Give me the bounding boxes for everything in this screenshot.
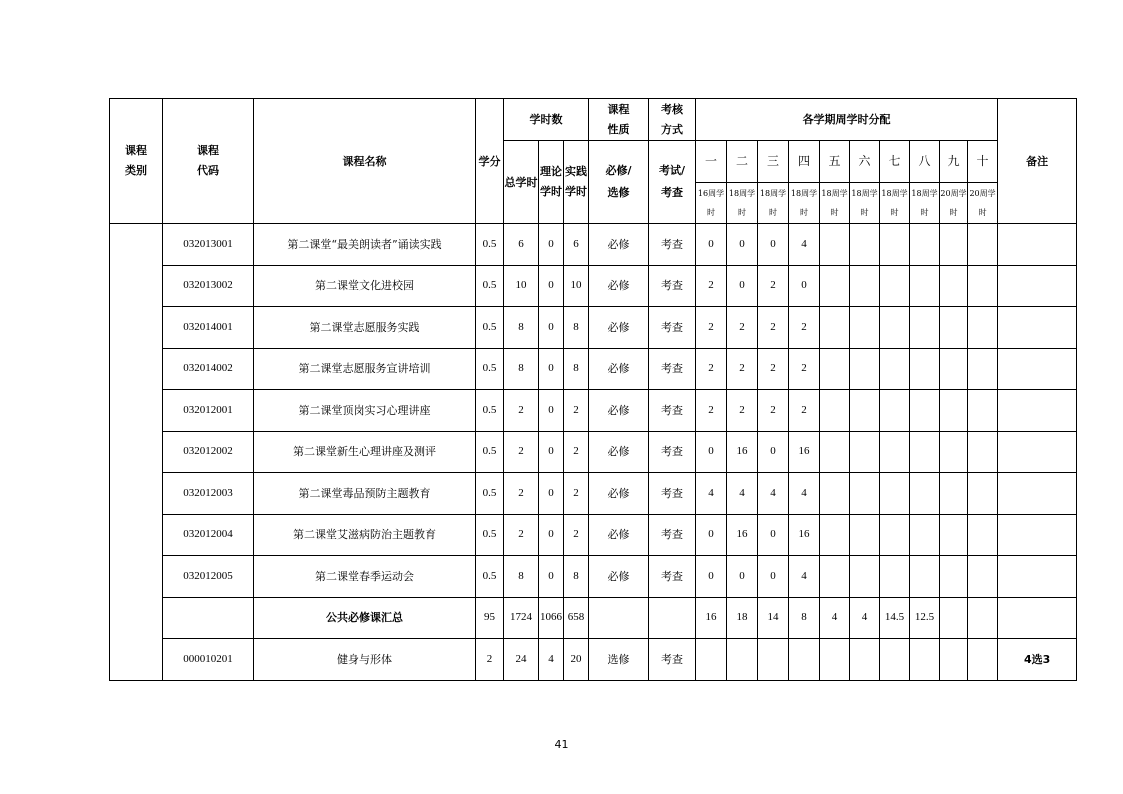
semester-hours-5	[820, 473, 850, 515]
semester-hours-5	[820, 307, 850, 349]
table-row	[110, 431, 1077, 473]
course-nature: 选修	[589, 639, 649, 681]
exam-type: 考查	[649, 307, 696, 349]
semester-hours-1: 2	[696, 348, 727, 390]
header-weeks-6: 18周学时	[850, 183, 880, 224]
course-code: 032012003	[163, 473, 254, 515]
semester-hours-5	[820, 431, 850, 473]
semester-hours-8	[910, 639, 940, 681]
header-semester-4: 四	[789, 141, 820, 183]
semester-hours-9	[940, 597, 968, 639]
semester-hours-9	[940, 307, 968, 349]
semester-hours-7	[880, 224, 910, 266]
table-row	[110, 639, 1077, 681]
exam-type: 考查	[649, 639, 696, 681]
semester-hours-9	[940, 639, 968, 681]
course-name: 健身与形体	[254, 639, 476, 681]
header-exam-top: 考核 方式	[649, 99, 696, 141]
semester-hours-7	[880, 265, 910, 307]
remark-cell: 4选3	[998, 639, 1077, 681]
semester-hours-5	[820, 265, 850, 307]
header-semester-1: 一	[696, 141, 727, 183]
semester-hours-1: 2	[696, 390, 727, 432]
hours-theory: 1066	[539, 597, 564, 639]
semester-hours-2: 2	[727, 348, 758, 390]
header-nature-bottom: 必修/ 选修	[589, 141, 649, 224]
hours-theory: 4	[539, 639, 564, 681]
course-table	[109, 98, 1077, 681]
course-nature	[589, 597, 649, 639]
course-credit: 0.5	[476, 431, 504, 473]
semester-hours-3: 14	[758, 597, 789, 639]
course-code: 032013002	[163, 265, 254, 307]
semester-hours-8	[910, 514, 940, 556]
semester-hours-6	[850, 265, 880, 307]
header-semester-10: 十	[968, 141, 998, 183]
course-nature: 必修	[589, 348, 649, 390]
semester-hours-10	[968, 307, 998, 349]
course-credit: 0.5	[476, 307, 504, 349]
semester-hours-10	[968, 390, 998, 432]
semester-hours-10	[968, 265, 998, 307]
table-row	[110, 556, 1077, 598]
semester-hours-9	[940, 224, 968, 266]
remark-cell	[998, 431, 1077, 473]
semester-hours-9	[940, 473, 968, 515]
hours-practice: 2	[564, 514, 589, 556]
semester-hours-4: 4	[789, 473, 820, 515]
remark-cell	[998, 348, 1077, 390]
hours-theory: 0	[539, 224, 564, 266]
page-number: 41	[554, 738, 569, 751]
course-nature: 必修	[589, 224, 649, 266]
semester-hours-3: 0	[758, 431, 789, 473]
category-cell	[110, 224, 163, 681]
header-semester-6: 六	[850, 141, 880, 183]
remark-cell	[998, 597, 1077, 639]
semester-hours-5	[820, 556, 850, 598]
semester-hours-4: 4	[789, 556, 820, 598]
semester-hours-8	[910, 390, 940, 432]
header-hours-theory: 理论 学时	[539, 141, 564, 224]
semester-hours-1: 0	[696, 556, 727, 598]
semester-hours-5	[820, 390, 850, 432]
semester-hours-7	[880, 639, 910, 681]
header-semester-3: 三	[758, 141, 789, 183]
course-code	[163, 597, 254, 639]
course-name: 第二课堂毒品预防主题教育	[254, 473, 476, 515]
course-name: 第二课堂志愿服务宣讲培训	[254, 348, 476, 390]
header-hours-practice: 实践 学时	[564, 141, 589, 224]
semester-hours-7: 14.5	[880, 597, 910, 639]
semester-hours-1: 2	[696, 265, 727, 307]
header-weeks-1: 16周学时	[696, 183, 727, 224]
semester-hours-9	[940, 348, 968, 390]
hours-practice: 2	[564, 390, 589, 432]
semester-hours-4: 16	[789, 514, 820, 556]
semester-hours-3: 2	[758, 265, 789, 307]
semester-hours-2: 16	[727, 431, 758, 473]
semester-hours-8	[910, 473, 940, 515]
semester-hours-9	[940, 514, 968, 556]
remark-cell	[998, 224, 1077, 266]
course-nature: 必修	[589, 473, 649, 515]
semester-hours-3: 0	[758, 556, 789, 598]
header-weeks-9: 20周学时	[940, 183, 968, 224]
header-code: 课程 代码	[163, 99, 254, 224]
semester-hours-6	[850, 390, 880, 432]
semester-hours-9	[940, 556, 968, 598]
semester-hours-5	[820, 348, 850, 390]
semester-hours-4: 4	[789, 224, 820, 266]
remark-cell	[998, 556, 1077, 598]
semester-hours-9	[940, 390, 968, 432]
header-weeks-10: 20周学时	[968, 183, 998, 224]
header-name: 课程名称	[254, 99, 476, 224]
semester-hours-7	[880, 307, 910, 349]
course-nature: 必修	[589, 556, 649, 598]
table-row	[110, 307, 1077, 349]
exam-type: 考查	[649, 348, 696, 390]
hours-total: 2	[504, 514, 539, 556]
table-row	[110, 348, 1077, 390]
semester-hours-10	[968, 348, 998, 390]
header-weeks-3: 18周学时	[758, 183, 789, 224]
hours-total: 2	[504, 473, 539, 515]
semester-hours-8	[910, 348, 940, 390]
semester-hours-4: 2	[789, 390, 820, 432]
header-semester-2: 二	[727, 141, 758, 183]
course-code: 032013001	[163, 224, 254, 266]
semester-hours-3: 0	[758, 224, 789, 266]
course-code: 032014001	[163, 307, 254, 349]
semester-hours-6	[850, 348, 880, 390]
semester-hours-10	[968, 597, 998, 639]
course-code: 032014002	[163, 348, 254, 390]
header-hours-total: 总学时	[504, 141, 539, 224]
course-credit: 0.5	[476, 390, 504, 432]
semester-hours-6	[850, 431, 880, 473]
semester-hours-6: 4	[850, 597, 880, 639]
table-row	[110, 514, 1077, 556]
header-weeks-8: 18周学时	[910, 183, 940, 224]
exam-type: 考查	[649, 514, 696, 556]
exam-type: 考查	[649, 390, 696, 432]
table-row	[110, 224, 1077, 266]
semester-hours-7	[880, 431, 910, 473]
header-semester-group: 各学期周学时分配	[696, 99, 998, 141]
header-hours-group: 学时数	[504, 99, 589, 141]
course-nature: 必修	[589, 265, 649, 307]
hours-total: 8	[504, 348, 539, 390]
table-row	[110, 473, 1077, 515]
course-name: 第二课堂志愿服务实践	[254, 307, 476, 349]
remark-cell	[998, 390, 1077, 432]
semester-hours-4: 2	[789, 348, 820, 390]
course-code: 032012005	[163, 556, 254, 598]
semester-hours-2: 2	[727, 390, 758, 432]
semester-hours-10	[968, 224, 998, 266]
semester-hours-7	[880, 348, 910, 390]
header-weeks-2: 18周学时	[727, 183, 758, 224]
hours-practice: 10	[564, 265, 589, 307]
course-name: 第二课堂春季运动会	[254, 556, 476, 598]
course-credit: 2	[476, 639, 504, 681]
header-semester-9: 九	[940, 141, 968, 183]
header-category: 课程 类别	[110, 99, 163, 224]
semester-hours-5: 4	[820, 597, 850, 639]
hours-total: 24	[504, 639, 539, 681]
hours-practice: 8	[564, 307, 589, 349]
semester-hours-1: 0	[696, 224, 727, 266]
semester-hours-6	[850, 224, 880, 266]
course-credit: 0.5	[476, 265, 504, 307]
semester-hours-1: 0	[696, 514, 727, 556]
hours-theory: 0	[539, 473, 564, 515]
semester-hours-3: 2	[758, 307, 789, 349]
header-exam-bottom: 考试/ 考查	[649, 141, 696, 224]
hours-practice: 20	[564, 639, 589, 681]
course-code: 000010201	[163, 639, 254, 681]
semester-hours-9	[940, 431, 968, 473]
semester-hours-4: 2	[789, 307, 820, 349]
semester-hours-7	[880, 390, 910, 432]
hours-total: 1724	[504, 597, 539, 639]
course-nature: 必修	[589, 307, 649, 349]
semester-hours-10	[968, 431, 998, 473]
table-row	[110, 597, 1077, 639]
header-remarks: 备注	[998, 99, 1077, 224]
hours-practice: 658	[564, 597, 589, 639]
table-row	[110, 390, 1077, 432]
semester-hours-4	[789, 639, 820, 681]
semester-hours-4: 8	[789, 597, 820, 639]
course-credit: 0.5	[476, 473, 504, 515]
semester-hours-1: 16	[696, 597, 727, 639]
semester-hours-2: 4	[727, 473, 758, 515]
hours-total: 2	[504, 431, 539, 473]
semester-hours-8	[910, 556, 940, 598]
header-semester-5: 五	[820, 141, 850, 183]
hours-practice: 8	[564, 348, 589, 390]
semester-hours-10	[968, 639, 998, 681]
hours-theory: 0	[539, 431, 564, 473]
header-weeks-4: 18周学时	[789, 183, 820, 224]
remark-cell	[998, 265, 1077, 307]
header-nature-top: 课程 性质	[589, 99, 649, 141]
semester-hours-8	[910, 224, 940, 266]
semester-hours-1	[696, 639, 727, 681]
semester-hours-6	[850, 639, 880, 681]
course-credit: 0.5	[476, 514, 504, 556]
course-code: 032012002	[163, 431, 254, 473]
semester-hours-1: 0	[696, 431, 727, 473]
hours-theory: 0	[539, 390, 564, 432]
semester-hours-10	[968, 473, 998, 515]
exam-type: 考查	[649, 473, 696, 515]
semester-hours-10	[968, 556, 998, 598]
semester-hours-2: 2	[727, 307, 758, 349]
semester-hours-6	[850, 514, 880, 556]
hours-practice: 8	[564, 556, 589, 598]
course-name: 第二课堂顶岗实习心理讲座	[254, 390, 476, 432]
semester-hours-3: 0	[758, 514, 789, 556]
remark-cell	[998, 307, 1077, 349]
semester-hours-2: 0	[727, 556, 758, 598]
semester-hours-8	[910, 307, 940, 349]
semester-hours-2	[727, 639, 758, 681]
semester-hours-10	[968, 514, 998, 556]
semester-hours-8	[910, 431, 940, 473]
course-name: 第二课堂文化进校园	[254, 265, 476, 307]
course-nature: 必修	[589, 431, 649, 473]
header-semester-7: 七	[880, 141, 910, 183]
header-credit: 学分	[476, 99, 504, 224]
semester-hours-2: 0	[727, 265, 758, 307]
exam-type: 考查	[649, 556, 696, 598]
course-nature: 必修	[589, 514, 649, 556]
semester-hours-3: 2	[758, 390, 789, 432]
semester-hours-6	[850, 556, 880, 598]
semester-hours-7	[880, 514, 910, 556]
semester-hours-3: 2	[758, 348, 789, 390]
course-name: 第二课堂艾滋病防治主题教育	[254, 514, 476, 556]
semester-hours-1: 2	[696, 307, 727, 349]
header-weeks-5: 18周学时	[820, 183, 850, 224]
table-row	[110, 265, 1077, 307]
semester-hours-2: 16	[727, 514, 758, 556]
semester-hours-5	[820, 514, 850, 556]
hours-theory: 0	[539, 514, 564, 556]
exam-type: 考查	[649, 431, 696, 473]
hours-theory: 0	[539, 556, 564, 598]
semester-hours-6	[850, 473, 880, 515]
course-code: 032012004	[163, 514, 254, 556]
semester-hours-3: 4	[758, 473, 789, 515]
course-credit: 0.5	[476, 348, 504, 390]
hours-practice: 6	[564, 224, 589, 266]
semester-hours-8	[910, 265, 940, 307]
course-nature: 必修	[589, 390, 649, 432]
hours-theory: 0	[539, 348, 564, 390]
remark-cell	[998, 473, 1077, 515]
hours-total: 6	[504, 224, 539, 266]
semester-hours-7	[880, 473, 910, 515]
semester-hours-6	[850, 307, 880, 349]
semester-hours-5	[820, 224, 850, 266]
hours-practice: 2	[564, 473, 589, 515]
semester-hours-8: 12.5	[910, 597, 940, 639]
semester-hours-9	[940, 265, 968, 307]
course-name: 第二课堂“最美朗读者”诵读实践	[254, 224, 476, 266]
hours-total: 10	[504, 265, 539, 307]
course-code: 032012001	[163, 390, 254, 432]
semester-hours-4: 0	[789, 265, 820, 307]
course-name: 第二课堂新生心理讲座及测评	[254, 431, 476, 473]
course-credit: 0.5	[476, 224, 504, 266]
course-credit: 95	[476, 597, 504, 639]
course-credit: 0.5	[476, 556, 504, 598]
exam-type: 考查	[649, 265, 696, 307]
exam-type	[649, 597, 696, 639]
semester-hours-2: 0	[727, 224, 758, 266]
hours-theory: 0	[539, 307, 564, 349]
semester-hours-2: 18	[727, 597, 758, 639]
semester-hours-3	[758, 639, 789, 681]
hours-practice: 2	[564, 431, 589, 473]
course-name: 公共必修课汇总	[254, 597, 476, 639]
remark-cell	[998, 514, 1077, 556]
hours-total: 2	[504, 390, 539, 432]
hours-theory: 0	[539, 265, 564, 307]
semester-hours-7	[880, 556, 910, 598]
header-semester-8: 八	[910, 141, 940, 183]
semester-hours-4: 16	[789, 431, 820, 473]
exam-type: 考查	[649, 224, 696, 266]
semester-hours-1: 4	[696, 473, 727, 515]
header-weeks-7: 18周学时	[880, 183, 910, 224]
semester-hours-5	[820, 639, 850, 681]
hours-total: 8	[504, 307, 539, 349]
hours-total: 8	[504, 556, 539, 598]
